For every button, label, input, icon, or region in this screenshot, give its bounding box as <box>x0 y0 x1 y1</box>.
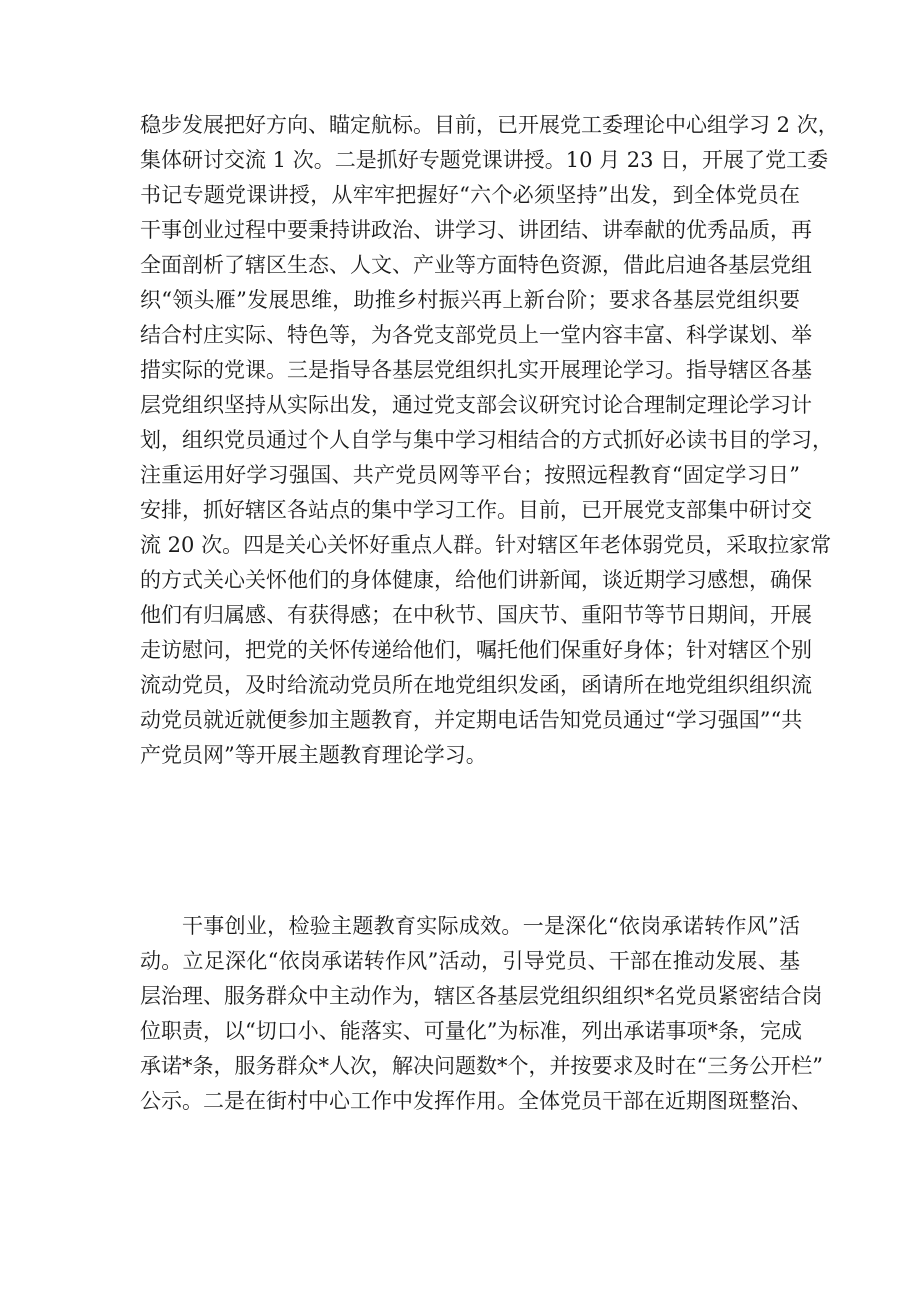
paragraph-line: 的方式关心关怀他们的身体健康，给他们讲新闻，谈近期学习感想，确保 <box>140 568 812 592</box>
paragraph-line: 动党员就近就便参加主题教育，并定期电话告知党员通过“学习强国”“共 <box>140 708 803 732</box>
paragraph-line: 流动党员，及时给流动党员所在地党组织发函，函请所在地党组织组织流 <box>140 673 812 697</box>
paragraph-line: 全面剖析了辖区生态、人文、产业等方面特色资源，借此启迪各基层党组 <box>140 253 812 277</box>
paragraph-line: 位职责，以“切口小、能落实、可量化”为标准，列出承诺事项*条，完成 <box>140 1019 802 1043</box>
paragraph-line: 承诺*条，服务群众*人次，解决问题数*个，并按要求及时在“三务公开栏” <box>140 1054 823 1078</box>
paragraph-line: 走访慰问，把党的关怀传递给他们，嘱托他们保重好身体；针对辖区个别 <box>140 638 812 662</box>
paragraph-line: 他们有归属感、有获得感；在中秋节、国庆节、重阳节等节日期间，开展 <box>140 603 812 627</box>
paragraph-line: 层治理、服务群众中主动作为，辖区各基层党组织组织*名党员紧密结合岗 <box>140 984 823 1008</box>
paragraph-line: 安排，抓好辖区各站点的集中学习工作。目前，已开展党支部集中研讨交 <box>140 498 812 522</box>
paragraph-line: 层党组织坚持从实际出发，通过党支部会议研究讨论合理制定理论学习计 <box>140 393 812 417</box>
paragraph-line: 干事创业过程中要秉持讲政治、讲学习、讲团结、讲奉献的优秀品质，再 <box>140 218 812 242</box>
paragraph-line: 划，组织党员通过个人自学与集中学习相结合的方式抓好必读书目的学习， <box>140 428 833 452</box>
paragraph-line: 结合村庄实际、特色等，为各党支部党员上一堂内容丰富、科学谋划、举 <box>140 323 812 347</box>
paragraph-line: 动。立足深化“依岗承诺转作风”活动，引导党员、干部在推动发展、基 <box>140 949 800 973</box>
paragraph-line: 织“领头雁”发展思维，助推乡村振兴再上新台阶；要求各基层党组织要 <box>140 288 800 312</box>
paragraph-line: 注重运用好学习强国、共产党员网等平台；按照远程教育“固定学习日” <box>140 463 800 487</box>
paragraph-line: 公示。二是在街村中心工作中发挥作用。全体党员干部在近期图斑整治、 <box>140 1089 812 1113</box>
paragraph-line: 干事创业，检验主题教育实际成效。一是深化“依岗承诺转作风”活 <box>182 914 800 938</box>
paragraph-line: 流 20 次。四是关心关怀好重点人群。针对辖区年老体弱党员，采取拉家常 <box>140 533 832 557</box>
paragraph-line: 集体研讨交流 1 次。二是抓好专题党课讲授。10 月 23 日，开展了党工委 <box>140 148 829 172</box>
paragraph-line: 产党员网”等开展主题教育理论学习。 <box>140 743 487 767</box>
paragraph-line: 措实际的党课。三是指导各基层党组织扎实开展理论学习。指导辖区各基 <box>140 358 812 382</box>
paragraph-line: 书记专题党课讲授，从牢牢把握好“六个必须坚持”出发，到全体党员在 <box>140 183 800 207</box>
paragraph-line: 稳步发展把好方向、瞄定航标。目前，已开展党工委理论中心组学习 2 次， <box>140 113 839 137</box>
